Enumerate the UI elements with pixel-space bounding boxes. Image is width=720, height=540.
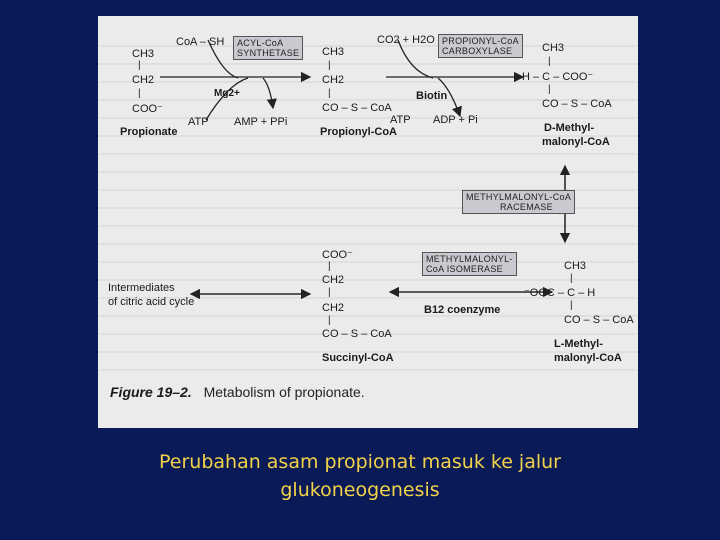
d-methyl-chain: H – C – COO⁻ [522, 71, 594, 83]
enzyme-line: METHYLMALONYL-CoA [466, 192, 572, 202]
propionyl-label: Propionyl-CoA [320, 126, 397, 138]
succinyl-ch2b: CH2 [322, 302, 345, 314]
figure-number: Figure 19–2. [110, 384, 192, 400]
arrow-atp-in [206, 78, 248, 120]
atp-text: ATP [390, 114, 411, 126]
figure-caption-text: Metabolism of propionate. [203, 384, 365, 400]
bond: | [548, 84, 551, 95]
methylmalonyl-coa-racemase-box [462, 190, 575, 214]
l-methyl-label: L-Methyl- [554, 338, 603, 350]
succinyl-ch2a: CH2 [322, 274, 345, 286]
propionate-label: Propionate [120, 126, 178, 138]
propionyl-coa-carboxylase-box [438, 34, 523, 58]
d-methyl-coa: CO – S – CoA [542, 98, 612, 110]
biotin-text: Biotin [416, 90, 448, 102]
bond: | [328, 261, 331, 272]
succinyl-coa: CO – S – CoA [322, 328, 392, 340]
bond: | [328, 315, 331, 326]
slide-caption [0, 448, 720, 504]
methylmalonyl-coa-isomerase-box [422, 252, 517, 276]
bond: | [570, 300, 573, 311]
slide-caption-line2: glukoneogenesis [280, 479, 440, 501]
b12-coenzyme-text: B12 coenzyme [424, 304, 501, 316]
enzyme-line: CoA ISOMERASE [426, 264, 503, 274]
propionate-coo: COO⁻ [132, 103, 163, 115]
enzyme-line: SYNTHETASE [237, 48, 300, 58]
propionyl-ch3: CH3 [322, 46, 345, 58]
adp-text: ADP + Pi [433, 114, 478, 126]
mg-text: Mg2+ [214, 88, 240, 99]
bond: | [548, 56, 551, 67]
l-methyl-coa: CO – S – CoA [564, 314, 634, 326]
arrow-amp-out [263, 78, 273, 108]
acyl-coa-synthetase-box [233, 36, 303, 60]
enzyme-line: RACEMASE [500, 202, 553, 212]
propionyl-coa: CO – S – CoA [322, 102, 392, 114]
bond: | [328, 60, 331, 71]
enzyme-line: PROPIONYL-CoA [442, 36, 519, 46]
tca-label-2: of citric acid cycle [108, 296, 195, 308]
propionate-metabolism-figure [98, 16, 638, 428]
bond: | [138, 60, 141, 71]
propionate-ch3: CH3 [132, 48, 155, 60]
l-methyl-chain: ⁻OOC – C – H [524, 287, 596, 299]
amp-text: AMP + PPi [234, 116, 288, 128]
succinyl-label: Succinyl-CoA [322, 352, 394, 364]
bond: | [570, 273, 573, 284]
propionate-ch2: CH2 [132, 74, 155, 86]
tca-label: Intermediates [108, 282, 175, 294]
coash-text: CoA – SH [176, 36, 225, 48]
co2-text: CO2 + H2O [377, 34, 435, 46]
l-methyl-label-2: malonyl-CoA [554, 352, 622, 364]
l-methyl-ch3: CH3 [564, 260, 587, 272]
enzyme-line: METHYLMALONYL- [426, 254, 513, 264]
d-methyl-label-2: malonyl-CoA [542, 136, 610, 148]
bond: | [138, 88, 141, 99]
bond: | [328, 287, 331, 298]
succinyl-coo: COO⁻ [322, 249, 353, 261]
enzyme-line: CARBOXYLASE [442, 46, 513, 56]
propionyl-ch2: CH2 [322, 74, 345, 86]
enzyme-line: ACYL-CoA [237, 38, 284, 48]
slide-caption-line1: Perubahan asam propionat masuk ke jalur [159, 451, 561, 473]
d-methyl-ch3: CH3 [542, 42, 565, 54]
d-methyl-label: D-Methyl- [544, 122, 595, 134]
bond: | [328, 88, 331, 99]
atp-text: ATP [188, 116, 209, 128]
figure-caption [110, 384, 365, 400]
